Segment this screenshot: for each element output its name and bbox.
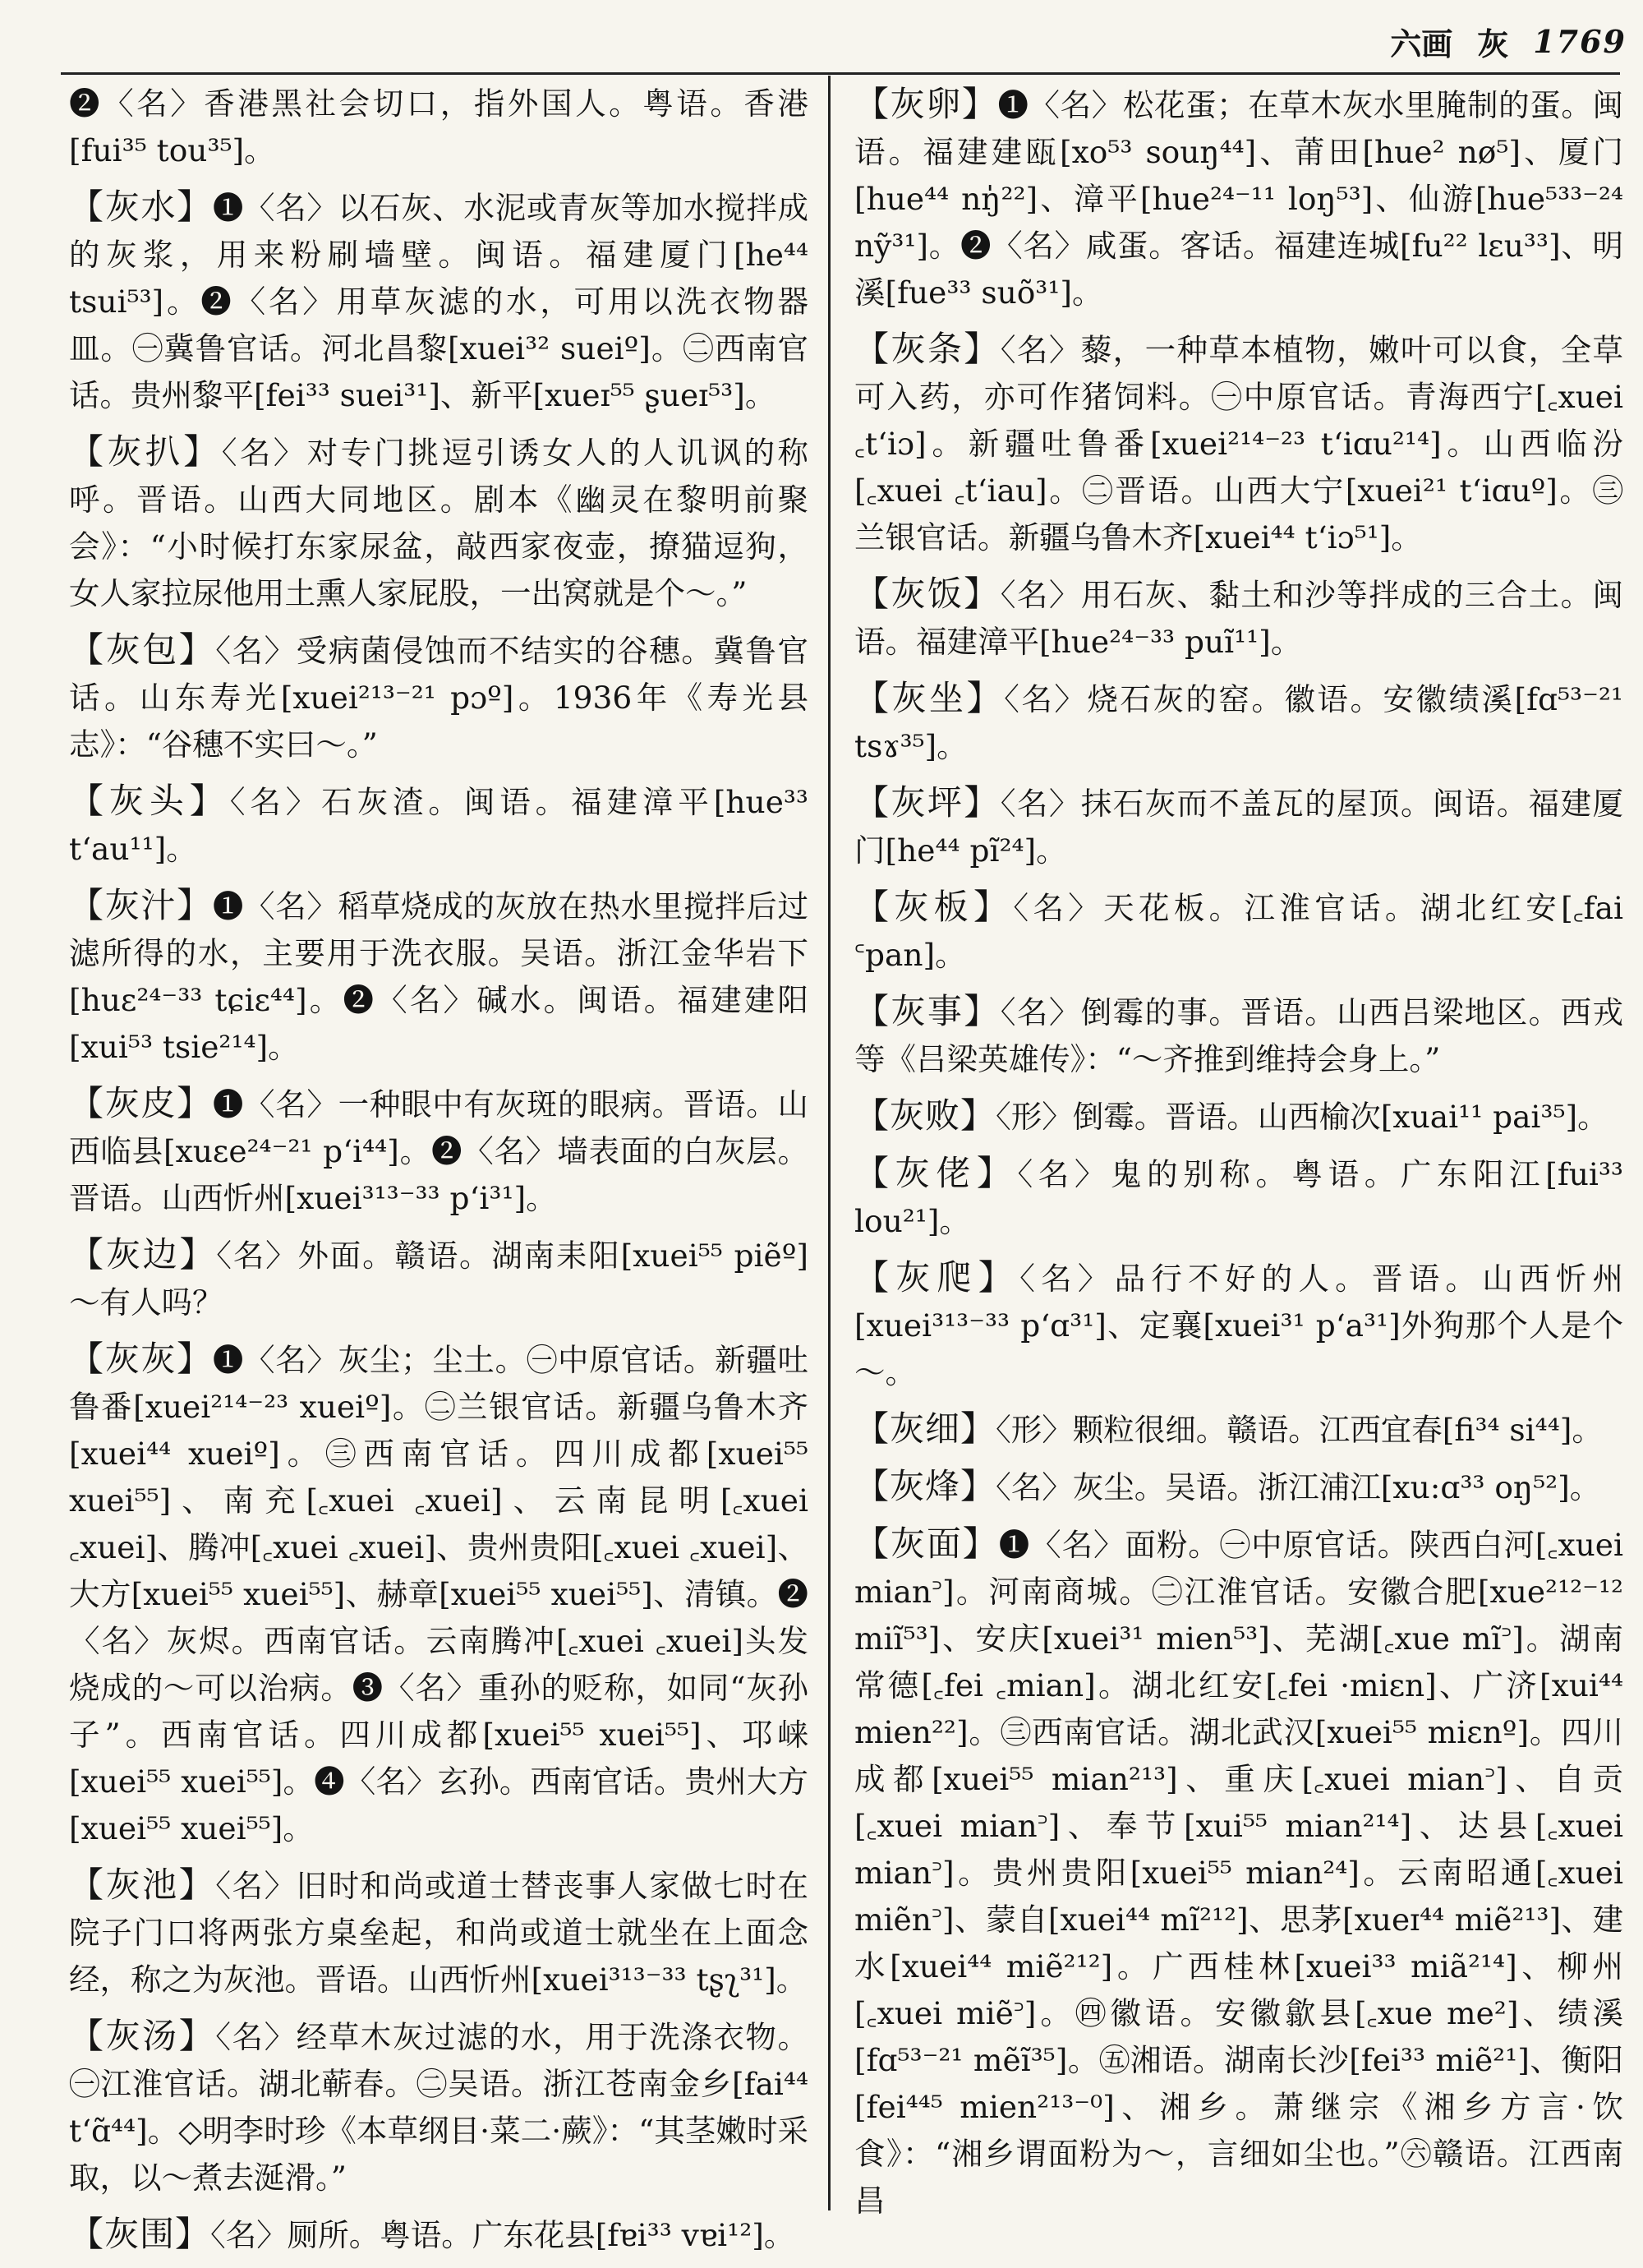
entry-headword: 【灰败】 [854,1095,996,1136]
dictionary-entry [854,81,1623,316]
headword-text: 灰围 [104,2214,176,2254]
headword-text: 灰水 [104,187,177,227]
entry-definition: 〈名〉对专门挑逗引诱女人的人讥讽的称呼。晋语。山西大同地区。剧本《幽灵在黎明前聚会》：“小时候打东家尿盆，敲西家夜壶，撩猫逗狗，女人家拉尿他用土熏人家屁股，一出窝就是个～。” [69,435,808,611]
entry-definition: 〈名〉藜，一种草本植物，嫩叶可以食，全草可入药，亦可作猪饲料。㊀中原官话。青海西宁[꜀xuei ꜀tʻiɔ]。新疆吐鲁番[xuei²¹⁴⁻²³ tʻiɑu²¹⁴]。山西临汾[꜀xuei ꜀tʻiau]。㊁晋语。山西大宁[xuei²¹ tʻiɑuº]。㊂兰银官话。新疆乌鲁木齐[xuei⁴⁴ tʻiɔ⁵¹]。 [854,332,1623,555]
dictionary-entry [854,1150,1623,1245]
headword-text: 灰面 [890,1524,963,1564]
headword-text: 灰细 [890,1408,961,1449]
entry-headword: 【灰汁】 [69,885,213,925]
entry-headword: 【灰坪】 [854,782,1001,823]
entry-headword: 【灰头】 [69,781,230,821]
headword-text: 灰卵 [890,84,962,124]
entry-headword: 【灰面】 [854,1524,999,1564]
header-character: 灰 [1477,25,1509,62]
headword-text: 灰扒 [107,431,184,472]
headword-text: 灰边 [105,1234,180,1275]
entry-headword: 【灰条】 [854,329,1001,369]
headword-text: 灰池 [105,1865,179,1905]
entry-definition: 〈名〉天花板。江淮官话。湖北红安[꜀fai ꜂pan]。 [854,890,1623,973]
dictionary-entry [69,626,808,768]
entry-definition: 〈形〉颗粒很细。赣语。江西宜春[fi³⁴ si⁴⁴]。 [996,1412,1603,1448]
top-rule [61,72,1620,75]
headword-text: 灰皮 [104,1083,177,1123]
section-label: 六画 [1390,25,1453,62]
headword-text: 灰饭 [891,574,964,614]
dictionary-entry [854,570,1623,666]
entry-headword: 【灰板】 [854,887,1014,927]
dictionary-entry [854,1520,1623,2224]
entry-headword: 【灰包】 [69,629,216,670]
entry-definition: 〈名〉倒霉的事。晋语。山西吕梁地区。西戎等《吕梁英雄传》：“～齐推到维持会身上。” [854,994,1623,1077]
entry-definition: 〈名〉抹石灰而不盖瓦的屋顶。闽语。福建厦门[he⁴⁴ pĩ²⁴]。 [854,786,1623,869]
entry-definition: 〈形〉倒霉。晋语。山西榆次[xuai¹¹ pai³⁵]。 [996,1099,1608,1135]
dictionary-entry [854,1092,1623,1141]
column-divider [828,76,831,2210]
left-column [69,81,808,2268]
headword-text: 灰头 [108,781,190,821]
entry-headword: 【灰扒】 [69,431,222,472]
entry-definition: 〈名〉厕所。粤语。广东花县[fɐi³³ vɐi¹²]。 [210,2217,795,2253]
entry-definition: ❶〈名〉一种眼中有灰斑的眼病。晋语。山西临县[xuεe²⁴⁻²¹ pʻi⁴⁴]。❷〈名〉墙表面的白灰层。晋语。山西忻州[xuei³¹³⁻³³ pʻi³¹]。 [69,1086,808,1216]
entry-headword: 【灰佬】 [854,1153,1018,1193]
entry-definition: 〈名〉烧石灰的窑。徽语。安徽绩溪[fɑ⁵³⁻²¹ tsɤ³⁵]。 [854,681,1623,764]
dictionary-entry [854,1463,1623,1511]
entry-headword: 【灰卵】 [854,84,998,124]
entry-headword: 【灰汤】 [69,2016,216,2056]
entry-headword: 【灰皮】 [69,1083,213,1123]
page-number: 1769 [1533,22,1627,60]
entry-headword: 【灰水】 [69,187,213,227]
dictionary-entry [854,1254,1623,1396]
entry-headword: 【灰细】 [854,1408,996,1449]
entry-headword: 【灰烽】 [854,1466,996,1506]
headword-text: 灰佬 [895,1153,977,1193]
headword-text: 灰坐 [891,678,967,718]
right-column [854,81,1623,2233]
headword-text: 灰事 [891,991,964,1031]
page-header [1282,18,1627,64]
headword-text: 灰灰 [104,1339,177,1379]
dictionary-entry [854,1405,1623,1454]
headword-text: 灰包 [105,629,179,670]
dictionary-entry [69,81,808,174]
dictionary-entry [854,675,1623,770]
dictionary-entry [69,183,808,419]
entry-definition: ❶〈名〉面粉。㊀中原官话。陕西白河[꜀xuei mian꜄]。河南商城。㊁江淮官话。安徽合肥[xue²¹²⁻¹² miĩ⁵³]、安庆[xuei³¹ mien⁵³]、芜湖[꜀xue mĩ꜄]。湖南常德[꜀fei ꜀mian]。湖北红安[꜀fei ·miɛn]、广济[xui⁴⁴ mien²²]。㊂西南官话。湖北武汉[xuei⁵⁵ miɛnº]。四川成都[xuei⁵⁵ mian²¹³]、重庆[꜀xuei mian꜄]、自贡[꜀xuei mian꜄]、奉节[xui⁵⁵ mian²¹⁴]、达县[꜀xuei mian꜄]。贵州贵阳[xuei⁵⁵ mian²⁴]。云南昭通[꜀xuei miẽn꜄]、蒙自[xuei⁴⁴ mĩ²¹²]、思茅[xueɪ⁴⁴ miẽ²¹³]、建水[xuei⁴⁴ miẽ²¹²]。广西桂林[xuei³³ miã²¹⁴]、柳州[꜀xuei miẽ꜄]。㊃徽语。安徽歙县[꜀xue me²]、绩溪[fɑ⁵³⁻²¹ mẽĩ³⁵]。㊄湘语。湖南长沙[fei³³ miẽ²¹]、衡阳[fei⁴⁴⁵ mien²¹³⁻⁰]、湘乡。萧继宗《湘乡方言·饮食》：“湘乡谓面粉为～，言细如尘也。”㊅赣语。江西南昌 [854,1527,1623,2219]
entry-headword: 【灰爬】 [854,1257,1020,1298]
dictionary-entry [69,777,808,873]
dictionary-entry [854,883,1623,979]
headword-text: 灰爬 [895,1257,978,1298]
dictionary-entry [69,882,808,1071]
dictionary-entry [69,1861,808,2003]
headword-text: 灰坪 [891,782,964,823]
entry-headword: 【灰坐】 [854,678,1005,718]
entry-headword: 【灰事】 [854,991,1001,1031]
entry-definition: ❶〈名〉以石灰、水泥或青灰等加水搅拌成的灰浆，用来粉刷墙壁。闽语。福建厦门[he⁴⁴ tsui⁵³]。❷〈名〉用草灰滤的水，可用以洗衣物器皿。㊀冀鲁官话。河北昌黎[xuei³² sueiº]。㊁西南官话。贵州黎平[fei³³ suei³¹]、新平[xueɪ⁵⁵ ʂueɪ⁵³]。 [69,190,808,413]
dictionary-entry [69,2210,808,2259]
entry-definition: 〈名〉用石灰、黏土和沙等拌成的三合土。闽语。福建漳平[hue²⁴⁻³³ puĩ¹¹]。 [854,577,1623,660]
headword-text: 灰烽 [890,1466,961,1506]
entry-definition: ❷〈名〉香港黑社会切口，指外国人。粤语。香港[fui³⁵ tou³⁵]。 [69,85,808,168]
dictionary-entry [69,1231,808,1326]
entry-headword: 【灰灰】 [69,1339,213,1379]
entry-definition: 〈名〉外面。赣语。湖南耒阳[xuei⁵⁵ piẽº]～有人吗？ [69,1238,808,1321]
entry-definition: 〈名〉旧时和尚或道士替丧事人家做七时在院子门口将两张方桌垒起，和尚或道士就坐在上面念经，称之为灰池。晋语。山西忻州[xuei³¹³⁻³³ tʂʅ³¹]。 [69,1868,808,1998]
dictionary-entry [69,1335,808,1852]
entry-definition: ❶〈名〉灰尘；尘土。㊀中原官话。新疆吐鲁番[xuei²¹⁴⁻²³ xueiº]。㊁兰银官话。新疆乌鲁木齐[xuei⁴⁴ xueiº]。㊂西南官话。四川成都[xuei⁵⁵ xuei⁵⁵]、南充[꜀xuei ꜀xuei]、云南昆明[꜀xuei ꜀xuei]、腾冲[꜀xuei ꜀xuei]、贵州贵阳[꜀xuei ꜀xuei]、大方[xuei⁵⁵ xuei⁵⁵]、赫章[xuei⁵⁵ xuei⁵⁵]、清镇。❷〈名〉灰烬。西南官话。云南腾冲[꜀xuei ꜀xuei]头发烧成的～可以治病。❸〈名〉重孙的贬称，如同“灰孙子”。西南官话。四川成都[xuei⁵⁵ xuei⁵⁵]、邛崃[xuei⁵⁵ xuei⁵⁵]。❹〈名〉玄孙。西南官话。贵州大方[xuei⁵⁵ xuei⁵⁵]。 [69,1342,808,1846]
entry-definition: ❶〈名〉松花蛋；在草木灰水里腌制的蛋。闽语。福建建瓯[xo⁵³ souŋ⁴⁴]、莆田[hue² nø⁵]、厦门[hue⁴⁴ nŋ̍²²]、漳平[hue²⁴⁻¹¹ loŋ⁵³]、仙游[hue⁵³³⁻²⁴ nỹ³¹]。❷〈名〉咸蛋。客话。福建连城[fu²² lɛu³³]、明溪[fue³³ suõ³¹]。 [854,87,1623,311]
dictionary-entry [854,325,1623,561]
dictionary-entry [69,2012,808,2201]
headword-text: 灰板 [894,887,974,927]
entry-definition: 〈名〉受病菌侵蚀而不结实的谷穗。冀鲁官话。山东寿光[xuei²¹³⁻²¹ pɔº]。1936年《寿光县志》：“谷穗不实曰～。” [69,633,808,763]
entry-headword: 【灰围】 [69,2214,211,2254]
entry-headword: 【灰边】 [69,1234,217,1275]
dictionary-entry [69,1080,808,1222]
entry-definition: 〈名〉灰尘。吴语。浙江浦江[xu:ɑ³³ oŋ⁵²]。 [996,1469,1601,1505]
dictionary-entry [69,428,808,617]
headword-text: 灰条 [891,329,964,369]
entry-definition: ❶〈名〉稻草烧成的灰放在热水里搅拌后过滤所得的水，主要用于洗衣服。吴语。浙江金华岩下[huɛ²⁴⁻³³ tɕiɛ⁴⁴]。❷〈名〉碱水。闽语。福建建阳[xui⁵³ tsie²¹⁴]。 [69,888,808,1065]
entry-definition: 〈名〉经草木灰过滤的水，用于洗涤衣物。㊀江淮官话。湖北蕲春。㊁吴语。浙江苍南金乡[fai⁴⁴ tʻɑ̃⁴⁴]。◇明李时珍《本草纲目·菜二·蕨》：“其茎嫩时采取，以～煮去涎滑。” [69,2019,808,2196]
headword-text: 灰汁 [104,885,177,925]
entry-definition: 〈名〉石灰渣。闽语。福建漳平[hue³³ tʻau¹¹]。 [69,784,808,867]
entry-definition: 〈名〉鬼的别称。粤语。广东阳江[fui³³ lou²¹]。 [854,1156,1623,1239]
entry-definition: 〈名〉品行不好的人。晋语。山西忻州[xuei³¹³⁻³³ pʻɑ³¹]、定襄[xuei³¹ pʻa³¹]外狗那个人是个～。 [854,1261,1623,1390]
headword-text: 灰败 [890,1095,961,1136]
headword-text: 灰汤 [105,2016,179,2056]
entry-headword: 【灰池】 [69,1865,216,1905]
entry-headword: 【灰饭】 [854,574,1001,614]
dictionary-entry [854,988,1623,1083]
dictionary-entry [854,779,1623,874]
